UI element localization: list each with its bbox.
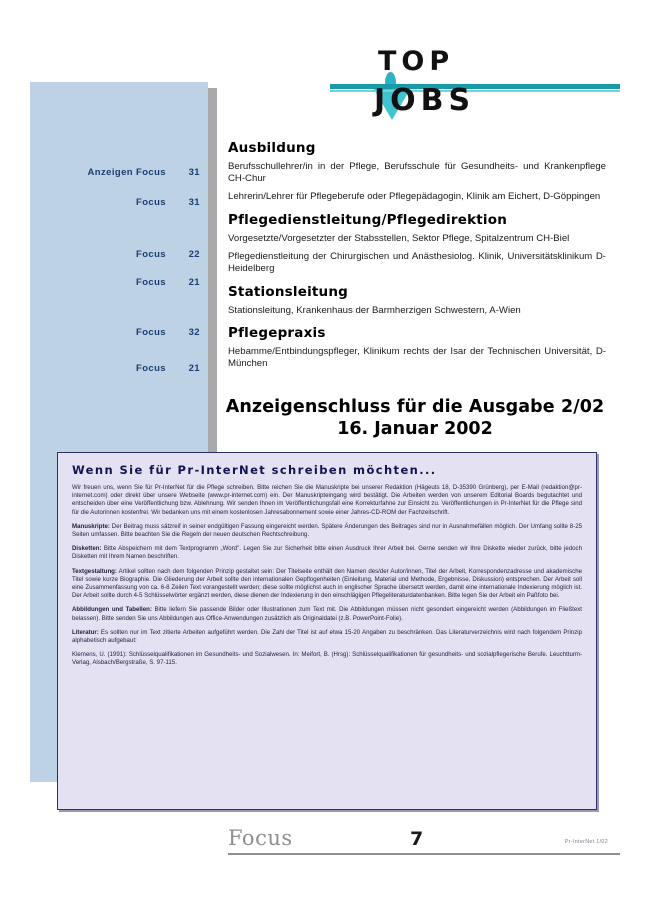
job-listing-entry: Lehrerin/Lehrer für Pflegeberufe oder Pflegepädagogin, Klinik am Eichert, D-Göppingen — [228, 191, 601, 203]
job-category-heading: Pflegepraxis — [228, 325, 326, 342]
guideline-paragraph-text: Bitte liefern Sie passende Bilder oder Illustrationen zum Text mit. Die Abbildungen müssen nicht gesondert eingereicht werden (Abbildungen im Fließtext belassen). Bitte senden Sie uns Abbildungen aus Office-Anwendungen zusätzlich als Originaldatei (z.B. PowerPoint-Folie). — [72, 606, 582, 622]
listing-reference-row — [30, 197, 208, 211]
footer-page-number: 7 — [410, 828, 424, 850]
guideline-paragraph-text: Der Beitrag muss sätzreif in seiner endgültigen Fassung eingereicht werden. Spätere Änderungen des Beitrages sind nur in Ausnahmefällen möglich. Der Umfang sollte 8-25 Seiten umfassen. Bitte beachten Sie die Regeln der neuen deutschen Rechtschreibung. — [72, 522, 582, 539]
guidelines-body — [72, 484, 582, 668]
footer-brand: Focus — [228, 826, 293, 850]
job-listing-entry: Pflegedienstleitung der Chirurgischen und Anästhesiolog. Klinik, Universitätsklinikum D-Heidelberg — [228, 251, 606, 274]
guideline-paragraph-lead: Literatur: — [72, 628, 99, 636]
job-category-heading: Stationsleitung — [228, 283, 349, 300]
guideline-paragraph-text: Artikel sollten nach dem folgenden Prinzip gestaltet sein: Der Titelseite enthält den Namen des/der Autor/innen, Titel der Arbeit, Korrespondenzadresse und akademische Titel sowie kurze Biographie. Die Gliederung der Arbeit sollte den internationalen Gepflogenheiten (Einleitung, Material und Methode, Ergebnisse, Diskussion) entsprechen. Der Arbeit soll eine Zusammenfassung von ca. 6-8 Zeilen Text vorangestellt werden; diese sollte möglichst auch in englischer Sprache übersetzt werden, damit eine internationale Indexierung möglich ist. Der Arbeit sollte durch 4-5 Schlüsselwörter ergänzt werden, diese dienen der Indexierung in den einschlägigen Pflegeliteraturdatenbanken. Bitte legen Sie der Arbeit ein Paßfoto bei. — [72, 567, 582, 600]
guideline-paragraph — [72, 523, 582, 539]
listing-reference-row — [30, 327, 208, 341]
listing-reference-page: 31 — [188, 197, 200, 208]
listing-reference-page: 21 — [188, 363, 200, 374]
logo-word-jobs: JOBS — [374, 83, 476, 118]
listing-reference-page: 31 — [188, 167, 200, 178]
listing-reference-label: Focus — [136, 363, 166, 374]
listing-reference-row — [30, 249, 208, 263]
footer-issue-meta: Pr-InterNet 1/02 — [564, 839, 608, 845]
job-listing-entry: Stationsleitung, Krankenhaus der Barmherzigen Schwestern, A-Wien — [228, 304, 521, 316]
listing-reference-page: 32 — [188, 327, 200, 338]
guideline-paragraph — [72, 568, 582, 601]
listing-reference-label: Anzeigen Focus — [87, 167, 166, 178]
listing-reference-label: Focus — [136, 327, 166, 338]
guideline-paragraph — [72, 629, 582, 645]
guideline-paragraph — [72, 545, 582, 561]
listing-reference-row — [30, 167, 208, 181]
job-listing-entry: Vorgesetzte/Vorgesetzter der Stabsstellen, Sektor Pflege, Spitalzentrum CH-Biel — [228, 232, 570, 244]
job-listing-entry: Hebamme/Entbindungspfleger, Klinikum rechts der Isar der Technischen Universität, D-München — [228, 346, 606, 369]
job-category-heading: Ausbildung — [228, 140, 316, 156]
listing-reference-label: Focus — [136, 197, 166, 208]
submission-guidelines-box — [57, 452, 597, 810]
listing-reference-label: Focus — [136, 249, 166, 260]
logo-word-top: TOP — [378, 46, 455, 77]
listing-reference-label: Focus — [136, 277, 166, 288]
deadline-line-1: Anzeigenschluss für die Ausgabe 2/02 — [225, 397, 605, 417]
listing-reference-page: 21 — [188, 277, 200, 288]
guideline-paragraph-text: Es sollten nur im Text zitierte Arbeiten aufgeführt werden. Die Zahl der Titel ist auf etwa 15-20 Angaben zu beschränken. Das Literaturverzeichnis wird nach folgendem Prinzip alphabetisch aufgebaut: — [72, 628, 582, 645]
guideline-paragraph-text: Wir freuen uns, wenn Sie für Pr-InterNet für die Pflege schreiben. Bitte reichen Sie die Manuskripte bei unserer Redaktion (Hägeuts 18, D-35390 Grünberg), per E-Mail (redaktion@pr-internet.com) oder direkt über unsere Webseite (www.pr-internet.com) ein. Der Manuskripteingang wird bestätigt. Die Arbeiten werden von unserem Editorial Boards begutachtet und entscheiden über eine Veröffentlichung bzw. Ablehnung. Wir senden Ihnen im Veröffentlichungsfall eine Korrekturfahne zur Einsicht zu. Veröffentlichungen in Pr-InterNet für die Pflege sind für die Autorinnen kostenfrei. Wir bedanken uns mit einem kostenlosen Jahresabonnement sowie einer Jahres-CD-ROM der Fachzeitschrift. — [72, 484, 582, 516]
job-listings-column — [228, 140, 606, 376]
footer-divider — [228, 853, 620, 855]
job-category-heading: Pflegedienstleitung/Pflegedirektion — [228, 211, 508, 228]
guideline-paragraph-lead: Abbildungen und Tabellen: — [72, 606, 152, 614]
guideline-paragraph-lead: Manuskripte: — [72, 522, 110, 530]
guidelines-title: Wenn Sie für Pr-InterNet schreiben möchten... — [72, 463, 437, 477]
listing-reference-row — [30, 277, 208, 291]
listing-reference-row — [30, 363, 208, 377]
deadline-line-2: 16. Januar 2002 — [337, 419, 493, 439]
guideline-paragraph-text: Bitte Abspeichern mit dem Textprogramm „Word". Legen Sie zur Sicherheit bitte einen Ausdruck Ihrer Arbeit bei. Gerne senden wir Ihre Diskette wieder zurück, bitte jedoch Disketten mit Ihrem Namen beschriften. — [72, 545, 582, 561]
guideline-paragraph — [72, 651, 582, 667]
deadline-headline — [215, 396, 615, 440]
page-footer — [228, 826, 620, 866]
guideline-paragraph-text: Klemens, U. (1991): Schlüsselqualifikationen im Gesundheits- und Sozialwesen. In: Meifort, B. (Hrsg): Schlüsselqualifikationen für gesundheits- und sozialpflegerische Berufe. Leuchtturm-Verlag, Alsbach/Bergstraße, S. 97-115. — [72, 651, 582, 667]
guideline-paragraph — [72, 606, 582, 622]
guideline-paragraph-lead: Textgestaltung: — [72, 567, 117, 575]
guideline-paragraph — [72, 484, 582, 517]
listing-reference-page: 22 — [188, 249, 200, 260]
job-listing-entry: Berufsschullehrer/in in der Pflege, Berufsschule für Gesundheits- und Krankenpflege CH-Chur — [228, 161, 606, 184]
guideline-paragraph-lead: Disketten: — [72, 545, 102, 553]
top-jobs-logo — [330, 48, 620, 126]
